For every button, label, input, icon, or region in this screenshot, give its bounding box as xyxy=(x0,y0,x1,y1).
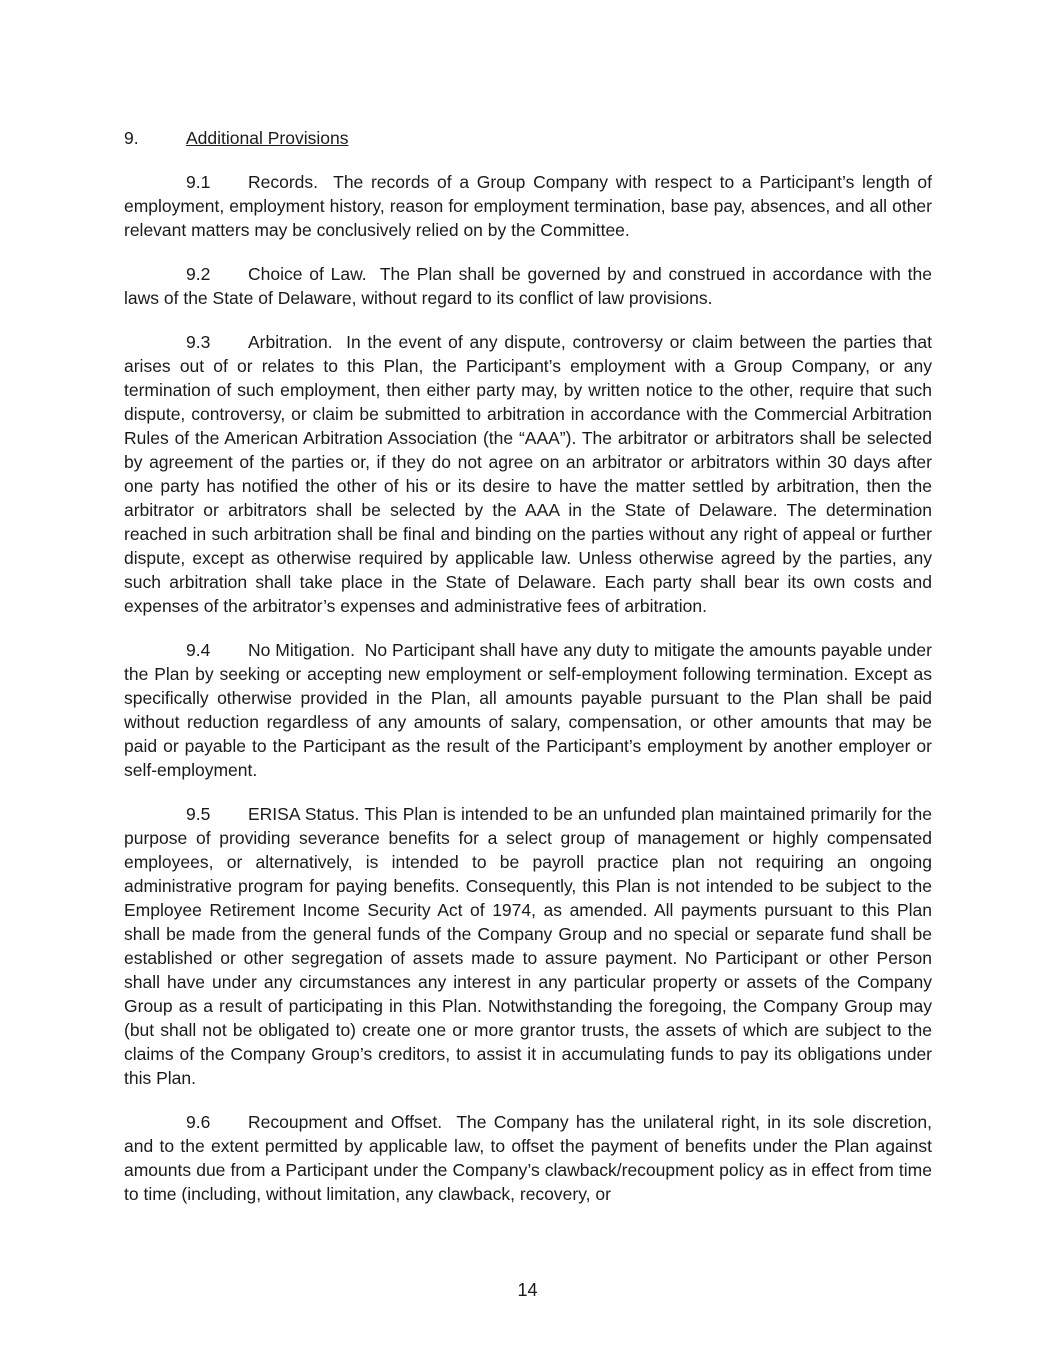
section-number: 9. xyxy=(124,128,139,148)
paragraph-9-6 xyxy=(124,1110,932,1206)
paragraph-number: 9.5 xyxy=(186,804,211,824)
paragraph-heading: Recoupment and Offset. xyxy=(248,1112,443,1132)
paragraph-text: This Plan is intended to be an unfunded plan maintained primarily for the purpose of providing severance benefits for a select group of management or highly compensated employees, or alternatively, is intended to be payroll practice plan not requiring an ongoing administrative program for paying benefits. Consequently, this Plan is not intended to be subject to the Employee Retirement Income Security Act of 1974, as amended. All payments pursuant to this Plan shall be made from the general funds of the Company Group and no special or separate fund shall be established or other segregation of assets made to assure payment. No Participant or other Person shall have under any circumstances any interest in any particular property or assets of the Company Group as a result of participating in this Plan. Notwithstanding the foregoing, the Company Group may (but shall not be obligated to) create one or more grantor trusts, the assets of which are subject to the claims of the Company Group’s creditors, to assist it in accumulating funds to pay its obligations under this Plan. xyxy=(124,804,933,1088)
paragraph-text: The Plan shall be governed by and construed in accordance with the laws of the State of Delaware, without regard to its conflict of law provisions. xyxy=(124,264,932,308)
paragraph-heading: No Mitigation. xyxy=(248,640,355,660)
paragraph-text: The Company has the unilateral right, in its sole discretion, and to the extent permitted by applicable law, to offset the payment of benefits under the Plan against amounts due from a Participant under the Company’s clawback/recoupment policy as in effect from time to time (including, without limitation, any clawback, recovery, or xyxy=(124,1112,932,1204)
paragraph-number: 9.6 xyxy=(186,1112,211,1132)
paragraph-9-5 xyxy=(124,802,932,1090)
paragraph-heading: Records. xyxy=(248,172,319,192)
section-title: Additional Provisions xyxy=(186,128,349,148)
paragraph-number: 9.4 xyxy=(186,640,211,660)
paragraph-heading: Arbitration. xyxy=(248,332,333,352)
paragraph-number: 9.3 xyxy=(186,332,211,352)
paragraph-9-1 xyxy=(124,170,932,242)
paragraph-9-3 xyxy=(124,330,932,618)
paragraph-9-2 xyxy=(124,262,932,310)
document-page xyxy=(124,126,932,1226)
paragraph-heading: Choice of Law. xyxy=(248,264,367,284)
page-number: 14 xyxy=(517,1280,538,1300)
paragraph-number: 9.1 xyxy=(186,172,211,192)
paragraph-text: The records of a Group Company with respect to a Participant’s length of employment, employment history, reason for employment termination, base pay, absences, and all other relevant matters may be conclusively relied on by the Committee. xyxy=(124,172,932,240)
paragraph-heading: ERISA Status. xyxy=(248,804,360,824)
paragraph-9-4 xyxy=(124,638,932,782)
paragraph-text: No Participant shall have any duty to mitigate the amounts payable under the Plan by seeking or accepting new employment or self-employment following termination. Except as specifically otherwise provided in the Plan, all amounts payable pursuant to the Plan shall be paid without reduction regardless of any amounts of salary, compensation, or other amounts that may be paid or payable to the Participant as the result of the Participant’s employment by another employer or self-employment. xyxy=(124,640,932,780)
paragraph-number: 9.2 xyxy=(186,264,211,284)
section-heading xyxy=(124,126,932,150)
paragraph-text: In the event of any dispute, controversy or claim between the parties that arises out of or relates to this Plan, the Participant’s employment with a Group Company, or any termination of such employment, then either party may, by written notice to the other, require that such dispute, controversy, or claim be submitted to arbitration in accordance with the Commercial Arbitration Rules of the American Arbitration Association (the “AAA”). The arbitrator or arbitrators shall be selected by agreement of the parties or, if they do not agree on an arbitrator or arbitrators within 30 days after one party has notified the other of his or its desire to have the matter settled by arbitration, then the arbitrator or arbitrators shall be selected by the AAA in the State of Delaware. The determination reached in such arbitration shall be final and binding on the parties without any right of appeal or further dispute, except as otherwise required by applicable law. Unless otherwise agreed by the parties, any such arbitration shall take place in the State of Delaware. Each party shall bear its own costs and expenses of the arbitrator’s expenses and administrative fees of arbitration. xyxy=(124,332,932,616)
